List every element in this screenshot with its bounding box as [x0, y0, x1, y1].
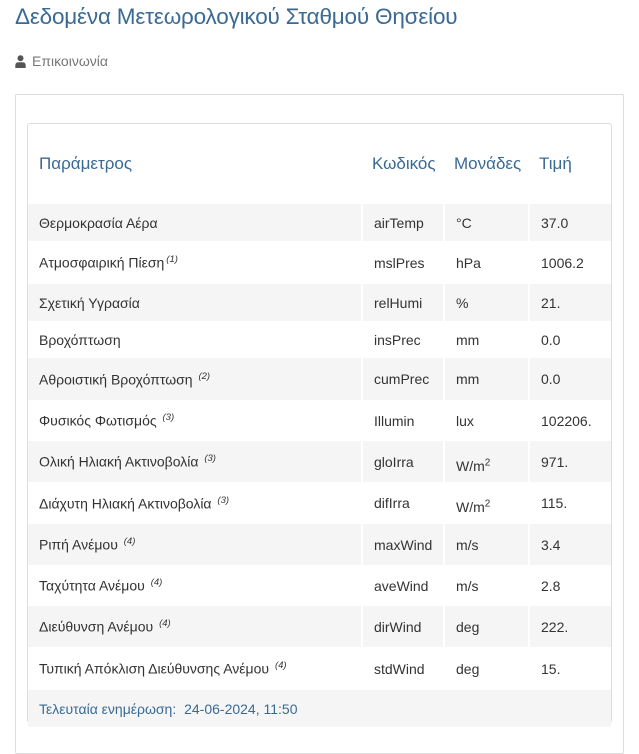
unit-base: mm [456, 371, 480, 387]
parameter-cell [28, 606, 361, 647]
unit-cell [443, 358, 528, 400]
unit-cell [443, 524, 528, 565]
parameter-cell [28, 565, 361, 606]
unit-base: m/s [456, 536, 479, 553]
value-cell: 21. [528, 284, 611, 321]
parameter-name: Διάχυτη Ηλιακή Ακτινοβολία [39, 495, 216, 512]
last-update-row [28, 690, 611, 727]
value-cell: 0.0 [528, 321, 611, 358]
table-row [28, 524, 611, 565]
value-cell: 971. [528, 441, 611, 482]
parameter-note: (3) [204, 453, 216, 465]
code-cell: relHumi [361, 284, 443, 321]
value-cell: 0.0 [528, 358, 611, 400]
table-row [28, 321, 611, 358]
value-cell: 15. [528, 647, 611, 690]
unit-base: W/m [456, 499, 485, 516]
code-cell: stdWind [361, 647, 443, 690]
unit-text [456, 458, 490, 474]
contact-label: Επικοινωνία [32, 53, 108, 69]
value-cell: 102206. [528, 400, 611, 441]
unit-base: deg [456, 660, 480, 677]
table-row [28, 241, 611, 284]
parameter-note: (4) [123, 536, 136, 548]
code-cell: difIrra [361, 482, 443, 524]
table-row [28, 606, 611, 647]
unit-text [456, 578, 479, 594]
unit-text [456, 215, 472, 231]
unit-text [456, 255, 481, 271]
parameter-note: (3) [217, 494, 230, 506]
table-row [28, 204, 611, 241]
parameter-cell [28, 284, 361, 321]
unit-cell [443, 204, 528, 241]
unit-cell [443, 441, 528, 482]
unit-text [456, 537, 479, 553]
parameter-name: Φυσικός Φωτισμός [39, 412, 161, 429]
value-cell: 3.4 [528, 524, 611, 565]
parameter-name: Σχετική Υγρασία [39, 294, 140, 311]
parameter-name: Θερμοκρασία Αέρα [39, 214, 158, 231]
parameter-note: (1) [166, 254, 178, 266]
parameter-cell [28, 524, 361, 565]
parameter-note: (4) [150, 577, 163, 589]
weather-table [28, 124, 611, 727]
contact-link[interactable] [15, 53, 108, 69]
last-update-timestamp: 24-06-2024, 11:50 [184, 700, 298, 717]
unit-base: lux [456, 412, 474, 429]
header-units: Μονάδες [454, 154, 522, 173]
code-cell: mslPres [361, 241, 443, 284]
header-value: Τιμή [539, 154, 572, 173]
unit-text [456, 332, 479, 348]
parameter-name: Διεύθυνση Ανέμου [39, 618, 158, 635]
value-cell: 2.8 [528, 565, 611, 606]
value-cell: 222. [528, 606, 611, 647]
code-cell: gloIrra [361, 441, 443, 482]
unit-base: deg [456, 618, 480, 635]
unit-text [456, 413, 474, 429]
unit-text [456, 661, 479, 677]
unit-text [456, 619, 479, 635]
unit-text [456, 295, 468, 311]
page-title: Δεδομένα Μετεωρολογικού Σταθμού Θησείου [15, 4, 458, 29]
code-cell: aveWind [361, 565, 443, 606]
unit-cell [443, 400, 528, 441]
parameter-name: Ατμοσφαιρική Πίεση [39, 254, 165, 271]
last-update-label: Τελευταία ενημέρωση: [39, 700, 177, 717]
parameter-cell [28, 647, 361, 690]
parameter-name: Ολική Ηλιακή Ακτινοβολία [39, 453, 203, 470]
code-cell: cumPrec [361, 358, 443, 400]
unit-cell [443, 565, 528, 606]
table-row [28, 647, 611, 690]
unit-cell [443, 241, 528, 284]
parameter-cell [28, 204, 361, 241]
table-row [28, 565, 611, 606]
parameter-note: (4) [159, 618, 171, 630]
unit-exponent: 2 [484, 457, 491, 469]
parameter-cell [28, 441, 361, 482]
parameter-name: Αθροιστική Βροχόπτωση [39, 371, 197, 388]
user-icon [15, 55, 26, 68]
parameter-name: Βροχόπτωση [39, 331, 121, 348]
table-row [28, 400, 611, 441]
unit-text [456, 499, 490, 515]
unit-base: mm [456, 331, 480, 348]
unit-base: °C [456, 214, 472, 231]
unit-text [456, 371, 479, 387]
unit-base: hPa [456, 254, 481, 271]
parameter-note: (2) [198, 370, 211, 382]
value-cell: 37.0 [528, 204, 611, 241]
parameter-note: (4) [274, 660, 287, 672]
header-code: Κωδικός [372, 154, 436, 173]
table-header-row [28, 124, 611, 204]
unit-exponent: 2 [484, 498, 491, 510]
unit-base: W/m [456, 457, 485, 474]
code-cell: Illumin [361, 400, 443, 441]
header-parameter: Παράμετρος [39, 154, 133, 173]
unit-cell [443, 482, 528, 524]
unit-base: % [456, 294, 469, 311]
value-cell: 1006.2 [528, 241, 611, 284]
table-row [28, 358, 611, 400]
last-update [28, 690, 611, 727]
parameter-name: Ταχύτητα Ανέμου [39, 577, 149, 594]
parameter-name: Τυπική Απόκλιση Διεύθυνσης Ανέμου [39, 660, 273, 677]
code-cell: insPrec [361, 321, 443, 358]
parameter-cell [28, 358, 361, 400]
code-cell: maxWind [361, 524, 443, 565]
unit-cell [443, 647, 528, 690]
table-row [28, 482, 611, 524]
value-cell: 115. [528, 482, 611, 524]
unit-cell [443, 606, 528, 647]
parameter-cell [28, 400, 361, 441]
parameter-name: Ριπή Ανέμου [39, 536, 122, 553]
parameter-cell [28, 482, 361, 524]
table-row [28, 441, 611, 482]
unit-cell [443, 284, 528, 321]
unit-base: m/s [456, 577, 479, 594]
code-cell: dirWind [361, 606, 443, 647]
parameter-cell [28, 321, 361, 358]
code-cell: airTemp [361, 204, 443, 241]
table-row [28, 284, 611, 321]
parameter-cell [28, 241, 361, 284]
parameter-note: (3) [162, 412, 175, 424]
unit-cell [443, 321, 528, 358]
